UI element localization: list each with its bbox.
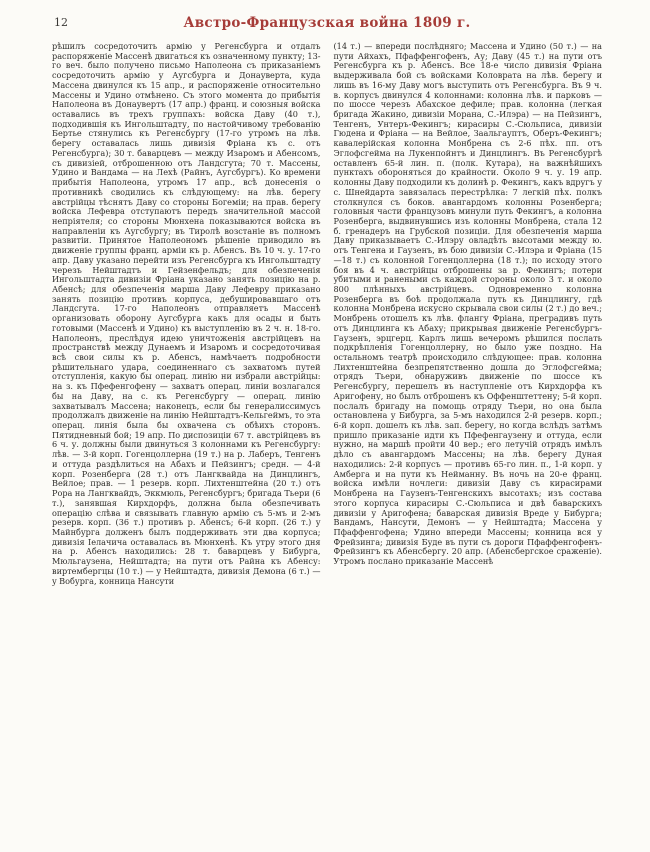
text-columns bbox=[52, 42, 602, 586]
page-number: 12 bbox=[54, 16, 68, 29]
page-title: Австро-Французская война 1809 г. bbox=[183, 15, 471, 31]
left-column-text: рѣшилъ сосредоточить армію у Регенсбурга и отдалъ распоряженіе Массенѣ двигаться къ означенному пункту; 13-го веч. было получено письмо Наполеона съ приказаніемъ сосредоточить армію у Аугсбурга и Донауверта, куда Массена двинулся къ 15 апр., и распоряженіе относительно Массены и Удино отмѣнено. Съ этого момента до прибытія Наполеона въ Донаувертъ (17 апр.) франц. и союзныя войска оставались въ трехъ группахъ: войска Даву (40 т.), подходившія къ Ингольштадту, по настойчивому требованію Бертье стянулись къ Регенсбургу (17-го утромъ на лѣв. берегу оставалась лишь дивизія Фріана къ с. отъ Регенсбурга); 30 т. баварцевъ — между Изаромъ и Абенсомъ, съ дивизіей, отброшенною отъ Ландсгута; 70 т. Массены, Удино и Вандама — на Лехѣ (Райнъ, Аугсбургъ). Ко времени прибытія Наполеона, утромъ 17 апр., всѣ донесенія о противникѣ сводились къ слѣдующему: на лѣв. берегу австрійцы тѣснятъ Даву со стороны Богеміи; на прав. берегу войска Лефевра отступаютъ передъ значительной массой непріятеля; со стороны Мюнхена показываются войска въ направленіи къ Аугсбургу; въ Тиролѣ возстаніе въ полномъ развитіи. Принятое Наполеономъ рѣшеніе приводило въ движеніе группы франц. арміи къ р. Абенсъ. Въ 10 ч. у. 17-го апр. Даву указано перейти изъ Регенсбурга къ Ингольштадту черезъ Нейштадтъ и Гейзенфельдъ; для обезпеченія Ингольштадта дивизіи Фріана указано занять позицію на р. Абенсѣ; для обезпеченія марша Даву Лефевру приказано занять позицію противъ корпуса, дебушировавшаго отъ Ландсгута. 17-го Наполеонъ отправляетъ Массенѣ организовать оборону Аугсбурга какъ для осады и быть готовыми (Массенѣ и Удино) къ выступленію въ 2 ч. н. 18-го. Наполеонъ, преслѣдуя идею уничтоженія австрійцевъ на пространствѣ между Дунаемъ и Изаромъ и сосредоточивая всѣ свои силы къ р. Абенсъ, намѣчаетъ подробности рѣшительнаго удара, соединеннаго съ захватомъ путей отступленія, какую бы операц. линію ни избрали австрійцы: на з. къ Пфефенгофену — захватъ операц. линіи возлагался бы на Даву, на с. къ Регенсбургу — операц. линію захватывалъ Массена; наконецъ, если бы генералиссимусъ продолжалъ движеніе на линію Нейштадтъ-Кельгеймъ, то эта операц. линія была бы охвачена съ обѣихъ сторонъ. Пятидневный бой; 19 апр. По диспозиціи 67 т. австрійцевъ въ 6 ч. у. должны были двинуться 3 колоннами къ Регенсбургу: лѣв. — 3-й корп. Гогенцоллерна (19 т.) на р. Лаберъ, Тенгенъ и оттуда раздѣлиться на Абахъ и Пейзингъ; средн. — 4-й корп. Розенберга (28 т.) отъ Лангквайда на Динцлингъ, Вейлое; прав. — 1 резерв. корп. Лихтенштейна (20 т.) отъ Рора на Лангквайдъ, Эккмюль, Регенсбургъ; бригада Тьери (6 т.), занявшая Кирхдорфъ, должна была обезпечивать операцію слѣва и связывать главную армію съ 5-мъ и 2-мъ резерв. корп. (36 т.) противъ р. Абенсъ; 6-й корп. (26 т.) у Майнбурга долженъ былъ поддерживать эти два корпуса; дивизія Іелачича оставалась въ Мюнхенѣ. Къ утру этого дня на р. Абенсъ находились: 28 т. баварцевъ у Бибурга, Мюльгаузена, Нейштадта; на пути отъ Райна къ Абенсу: виртембергцы (10 т.) — у Нейштадта, дивизія Демона (6 т.) — у Вобурга, конница Нансути bbox=[52, 41, 321, 586]
right-column-text: (14 т.) — впереди послѣдняго; Массена и Удино (50 т.) — на пути Айхахъ, Пфаффенгофенъ, Ау; Даву (45 т.) на пути отъ Регенсбурга къ р. Абенсъ. Все 18-е число дивизія Фріана выдерживала бой съ войсками Коловрата на лѣв. берегу и лишь въ 16-му Даву могъ выступить отъ Регенсбурга. Въ 9 ч. в. корпусъ двинулся 4 колоннами: колонна лѣв. и парковъ — по шоссе черезъ Абахское дефиле; прав. колонна (легкая бригада Жакино, дивизіи Морана, С.-Илэра) — на Пейзингъ, Тенгенъ, Унтеръ-Фекингъ; кирасиры С.-Сюльписа, дивизіи Гюдена и Фріана — на Вейлое, Заальгауптъ, Оберъ-Фекингъ; кавалерійская колонна Монбрена съ 2-6 пѣх. пп. отъ Эглофсгейма на Лукенпойнтъ и Динцлингъ. Въ Регенсбургѣ оставленъ 65-й лин. п. (полк. Кутара), на важнѣйшихъ пунктахъ обороняться до крайности. Около 9 ч. у. 19 апр. колонны Даву подходили къ долинѣ р. Фекингъ, какъ вдругъ у с. Шнейдарта завязалась перестрѣлка: 7 легкій пѣх. полкъ столкнулся съ боков. авангардомъ колонны Розенберга; головныя части французовъ минули путь Фекингъ, а колонна Розенберга, выдвинувшись изъ колонны Монбрена, стала 12 б. гренадеръ на Грубской позиціи. Для обезпеченія марша Даву приказываетъ С.-Илэру овладѣть высотами между ю. отъ Тенгена и Гаузенъ, въ бою дивизіи С.-Илэра и Фріана (15—18 т.) съ колонной Гогенцоллерна (18 т.); по исходу этого боя въ 4 ч. австрійцы отброшены за р. Фекингъ; потери убитыми и ранеными съ каждой стороны около 3 т. и около 800 плѣнныхъ австрійцевъ. Одновременно колонна Розенберга въ боѣ продолжала путь къ Динцлингу, гдѣ колонна Монбрена искусно скрывала свои силы (2 т.) до веч.; Монбрень отошелъ къ лѣв. флангу Фріана, преградивъ путь отъ Динцлинга къ Абаху; прикрывая движеніе Регенсбургъ-Гаузенъ, эрцгерц. Карлъ лишь вечеромъ рѣшился послать подкрѣпленія Гогенцоллерну, но было уже поздно. На остальномъ театрѣ происходило слѣдующее: прав. колонна Лихтенштейна безпрепятственно дошла до Эглофсгейма; отрядъ Тьери, обнаруживъ движеніе по шоссе къ Регенсбургу, перешелъ въ наступленіе отъ Кирхдорфа къ Аригофену, но былъ отброшенъ къ Оффенштеттену; 5-й корп. послалъ бригаду на помощь отряду Тьери, но она была остановлена у Бибурга, за 5-мъ находился 2-й резерв. корп.; 6-й корп. дошелъ къ лѣв. зап. берегу, но когда вслѣдъ затѣмъ пришло приказаніе идти къ Пфефенгаузену и оттуда, если нужно, на маршѣ пройти 40 вер.; его летучій отрядъ имѣлъ дѣло съ авангардомъ Массены; на лѣв. берегу Дуная находились: 2-й корпусъ — противъ 65-го лин. п., 1-й корп. у Амберга и на пути къ Нейманну. Въ ночь на 20-е франц. войска имѣли ночлеги: дивизіи Даву съ кирасирами Монбрена на Гаузенъ-Тенгенскихъ высотахъ; изъ состава этого корпуса кирасиры С.-Сюльписа и двѣ баварскихъ дивизіи у Аригофена; баварская дивизія Вреде у Бибурга; Вандамъ, Нансути, Демонъ — у Нейштадта; Массена у Пфаффенгофена; Удино впереди Массены; конница вся у Фрейзинга; дивизія Буде въ пути съ дороги Пфаффенгофенъ-Фрейзингъ къ Абенсбергу. 20 апр. (Абенсбергское сраженіе). Утромъ послано приказаніе Массенѣ bbox=[333, 41, 602, 567]
page-header bbox=[52, 13, 602, 35]
